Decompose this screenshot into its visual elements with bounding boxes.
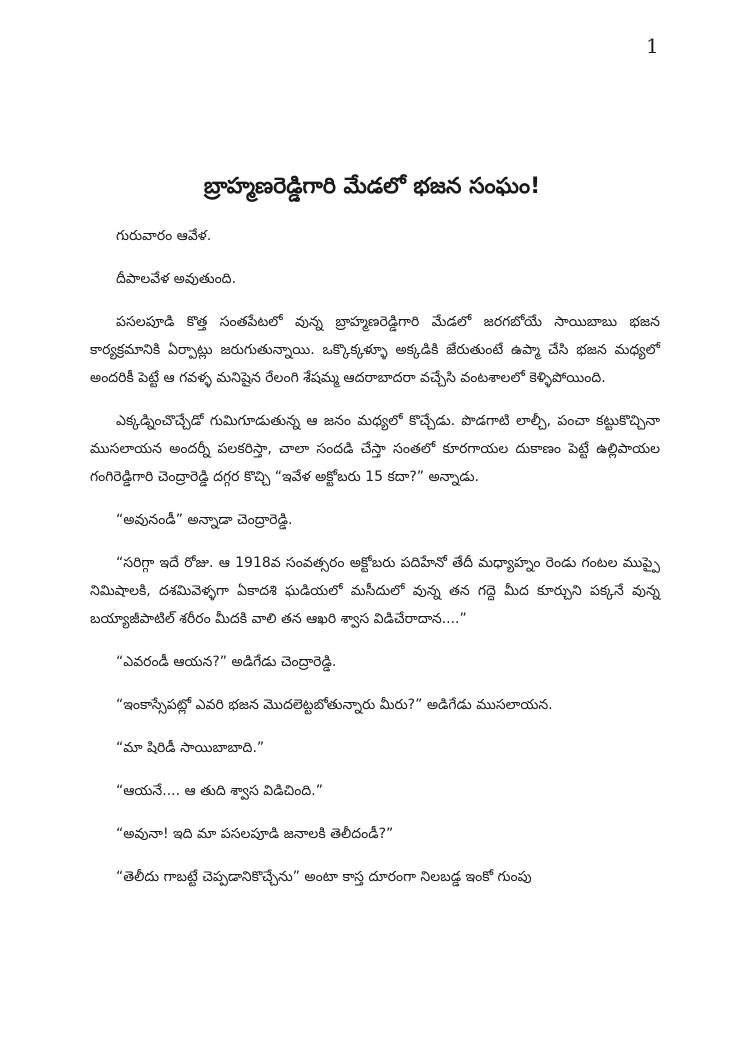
- paragraph: “తెలీదు గాబట్టే చెప్పడానికొచ్చేను” అంటా కాస్త దూరంగా నిలబడ్డ ఇంకో గుంపు: [116, 869, 532, 885]
- paragraph: “ఎవరండీ ఆయన?” అడిగేడు చెంద్రారెడ్డి.: [116, 654, 337, 670]
- paragraph: దీపాలవేళ అవుతుంది.: [116, 271, 237, 287]
- paragraph: “అవునండీ” అన్నాడా చెంద్రారెడ్డి.: [116, 512, 293, 528]
- paragraph: “ఆయనే.... ఆ తుది శ్వాస విడిచింది.”: [116, 783, 323, 799]
- body-text: [90, 222, 660, 906]
- chapter-title: బ్రాహ్మణరెడ్డిగారి మేడలో భజన సంఘం!: [203, 174, 541, 199]
- page-number: 1: [646, 34, 659, 58]
- paragraph: ఎక్కడ్నించొచ్చేడో గుమిగూడుతున్న ఆ జనం మధ్యలో కొచ్చేడు. పొడగాటి లాల్చీ, పంచా కట్టుకొచ్చినా ముసలాయన అందర్నీ పలకరిస్తా, చాలా సందడి చేస్తా సంతలో కూరగాయల దుకాణం పెట్టే ఉల్లిపాయల గంగిరెడ్డిగారి చెంద్రారెడ్డి దగ్గర కొచ్చి “ఇవేళ అక్టోబరు 15 కదా?” అన్నాడు.: [90, 413, 660, 485]
- paragraph: గురువారం ఆవేళ.: [116, 228, 212, 244]
- paragraph: “ఇంకాస్సేపట్లో ఎవరి భజన మొదలెట్టబోతున్నారు మీరు?” అడిగేడు ముసలాయన.: [116, 697, 553, 713]
- paragraph: “మా షిరిడీ సాయిబాబాది.”: [116, 740, 265, 756]
- paragraph: “సరిగ్గా ఇదే రోజు. ఆ 1918వ సంవత్సరం అక్టోబరు పదిహేనో తేదీ మధ్యాహ్నం రెండు గంటల ముప్పై నిమిషాలకి, దశమివెళ్ళగా ఏకాదశి ఘడియలో మసీదులో వున్న తన గద్దె మీద కూర్చుని పక్కనే వున్న బయ్యాజీపాటిల్ శరీరం మీదకి వాలి తన ఆఖరి శ్వాస విడిచేరాదాన....”: [90, 555, 660, 627]
- paragraph: “అవునా! ఇది మా పసలపూడి జనాలకి తెలీదండీ?”: [116, 826, 394, 842]
- paragraph: పసలపూడి కొత్త సంతపేటలో వున్న బ్రాహ్మణరెడ్డిగారి మేడలో జరగబోయే సాయిబాబు భజన కార్యక్రమానికి ఏర్పాట్లు జరుగుతున్నాయి. ఒక్కొక్కళ్ళూ అక్కడికి జేరుతుంటే ఉప్మా చేసి భజన మధ్యలో అందరికీ పెట్టే ఆ గవళ్ళ మనిషైన రేలంగి శేషమ్మ ఆదరాబాదరా వచ్చేసి వంటశాలలో కెళ్ళిపోయింది.: [90, 314, 660, 386]
